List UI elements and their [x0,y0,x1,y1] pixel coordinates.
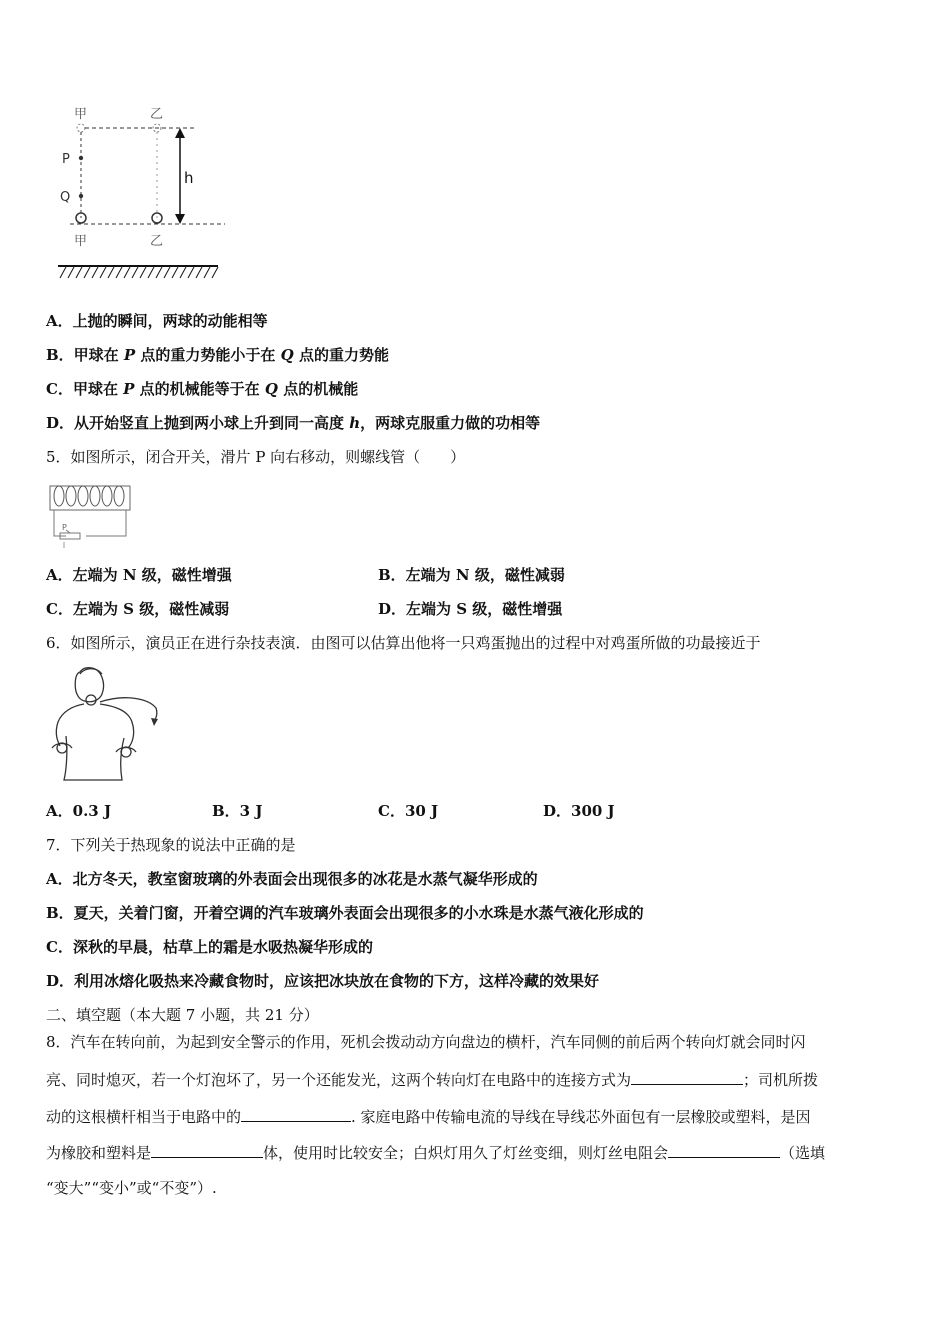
point-p [79,156,83,160]
q4-option-c [46,379,358,399]
q4-option-c-p: P [123,380,135,398]
label-h: h [184,169,194,187]
q4-option-b [46,345,389,365]
q8-line5: “变大”“变小”或“不变”）. [46,1179,217,1197]
q5-fig-label-p: P [62,523,67,532]
q6-juggler-figure [44,664,164,784]
q4-option-b-pre: B．甲球在 [46,346,124,364]
q8-line3 [46,1105,811,1127]
q7-stem: 7．下列关于热现象的说法中正确的是 [46,836,296,854]
q4-option-c-post: 点的机械能 [277,380,359,398]
q8-line2-pre: 亮、同时熄灭，若一个灯泡坏了，另一个还能发光，这两个转向灯在电路中的连接方式为 [46,1071,632,1089]
q5-option-a: A．左端为 N 级，磁性增强 [46,566,232,584]
q4-figure [50,100,230,280]
q5-stem: 5．如图所示，闭合开关，滑片 P 向右移动，则螺线管（ ） [46,448,466,466]
label-q: Q [60,190,71,205]
q4-option-b-post: 点的重力势能 [293,346,389,364]
q4-option-a: A．上抛的瞬间，两球的动能相等 [46,312,268,330]
q4-option-d-h: h [349,414,361,432]
q8-line4-pre: 为橡胶和塑料是 [46,1144,152,1162]
q8-line1: 8．汽车在转向前，为起到安全警示的作用，死机会拨动动方向盘边的横杆，汽车同侧的前后两个转向灯就会同时闪 [46,1033,806,1051]
q7-option-b: B．夏天，关着门窗，开着空调的汽车玻璃外表面会出现很多的小水珠是水蒸气液化形成的 [46,904,644,922]
q4-option-d-pre: D．从开始竖直上抛到两小球上升到同一高度 [46,414,350,432]
q6-option-b: B．3 J [212,802,263,820]
q4-option-b-mid: 点的重力势能小于在 [135,346,281,364]
q7-option-a: A．北方冬天，教室窗玻璃的外表面会出现很多的冰花是水蒸气凝华形成的 [46,870,538,888]
q4-option-d [46,413,540,433]
q4-option-c-mid: 点的机械能等于在 [134,380,265,398]
q8-line3-pre: 动的这根横杆相当于电路中的 [46,1108,242,1126]
q8-line2-post: ；司机所拨 [743,1071,819,1089]
q8-blank-3[interactable] [151,1141,263,1158]
q4-option-b-q: Q [280,346,294,364]
label-jia-bottom: 甲 [74,234,88,249]
q8-line3-post: . 家庭电路中传输电流的导线在导线芯外面包有一层橡胶或塑料，是因 [351,1108,811,1126]
q4-option-b-p: P [123,346,136,364]
label-yi-bottom: 乙 [150,234,164,249]
q4-option-c-pre: C．甲球在 [46,380,124,398]
ball-jia-top [77,124,85,132]
q7-option-d: D．利用冰熔化吸热来冷藏食物时，应该把冰块放在食物的下方，这样冷藏的效果好 [46,972,600,990]
q8-blank-2[interactable] [241,1105,351,1122]
label-jia-top: 甲 [74,107,88,122]
label-yi-top: 乙 [150,107,164,122]
q4-option-d-post: ，两球克服重力做的功相等 [360,414,541,432]
q8-line4-mid: 体，使用时比较安全；白炽灯用久了灯丝变细，则灯丝电阻会 [263,1144,669,1162]
q5-solenoid-figure [46,478,136,550]
q8-line4 [46,1141,825,1163]
point-q [79,194,83,198]
label-p: P [62,152,70,167]
q6-option-c: C．30 J [378,802,439,820]
q6-option-a: A．0.3 J [46,802,112,820]
section2-title: 二、填空题（本大题 7 小题，共 21 分） [46,1006,319,1024]
q8-blank-1[interactable] [631,1068,743,1085]
q8-line2 [46,1068,818,1090]
q8-line4-post: （选填 [780,1144,826,1162]
q4-option-c-q: Q [264,380,278,398]
q5-option-b: B．左端为 N 级，磁性减弱 [378,566,565,584]
q6-option-d: D．300 J [543,802,615,820]
q5-option-c: C．左端为 S 级，磁性减弱 [46,600,230,618]
q8-blank-4[interactable] [668,1141,780,1158]
q5-option-d: D．左端为 S 级，磁性增强 [378,600,563,618]
q7-option-c: C．深秋的早晨，枯草上的霜是水吸热凝华形成的 [46,938,373,956]
q6-stem: 6．如图所示，演员正在进行杂技表演．由图可以估算出他将一只鸡蛋抛出的过程中对鸡蛋所做的功最接近于 [46,634,761,652]
